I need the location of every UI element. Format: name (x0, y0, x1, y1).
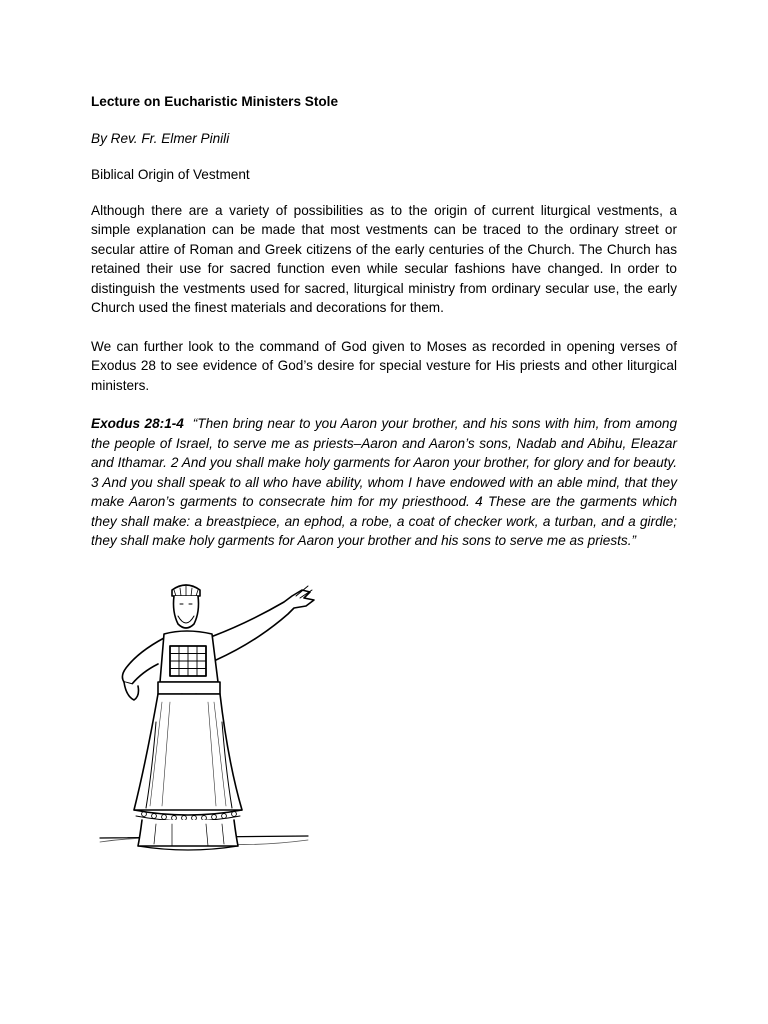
paragraph-origin: Although there are a variety of possibilities as to the origin of current liturgical vestments, a simple explanation can be made that most vestments can be traced to the ordinary street or secular attire of Roman and Greek citizens of the early centuries of the Church. The Church has retained their use for sacred function even while secular fashions have changed. In order to distinguish the vestments used for sacred, liturgical ministry from ordinary secular use, the early Church used the finest materials and decorations for them. (91, 202, 677, 315)
paragraph-exodus: We can further look to the command of God given to Moses as recorded in opening verses of Exodus 28 to see evidence of God’s desire for special vesture for His priests and other liturgical ministers. (91, 338, 677, 393)
scripture-quote (91, 414, 677, 551)
section-heading: Biblical Origin of Vestment (91, 167, 250, 182)
high-priest-drawing (96, 572, 328, 904)
scripture-text: “Then bring near to you Aaron your brother, and his sons with him, from among the people of Israel, to serve me as priests–Aaron and Aaron’s sons, Nadab and Abihu, Eleazar and Ithamar. 2 And you shall make holy garments for Aaron your brother, for glory and for beauty. 3 And you shall speak to all who have ability, whom I have endowed with an able mind, that they make Aaron’s garments to consecrate him for my priesthood. 4 These are the garments which they shall make: a breastpiece, an ephod, a robe, a coat of checker work, a turban, and a girdle; they shall make holy garments for Aaron your brother and his sons to serve me as priests.” (91, 416, 678, 548)
high-priest-illustration (96, 572, 328, 904)
scripture-reference: Exodus 28:1-4 (91, 416, 184, 431)
author-byline: By Rev. Fr. Elmer Pinili (91, 130, 230, 146)
document-body (91, 92, 677, 551)
document-title: Lecture on Eucharistic Ministers Stole (91, 94, 339, 109)
